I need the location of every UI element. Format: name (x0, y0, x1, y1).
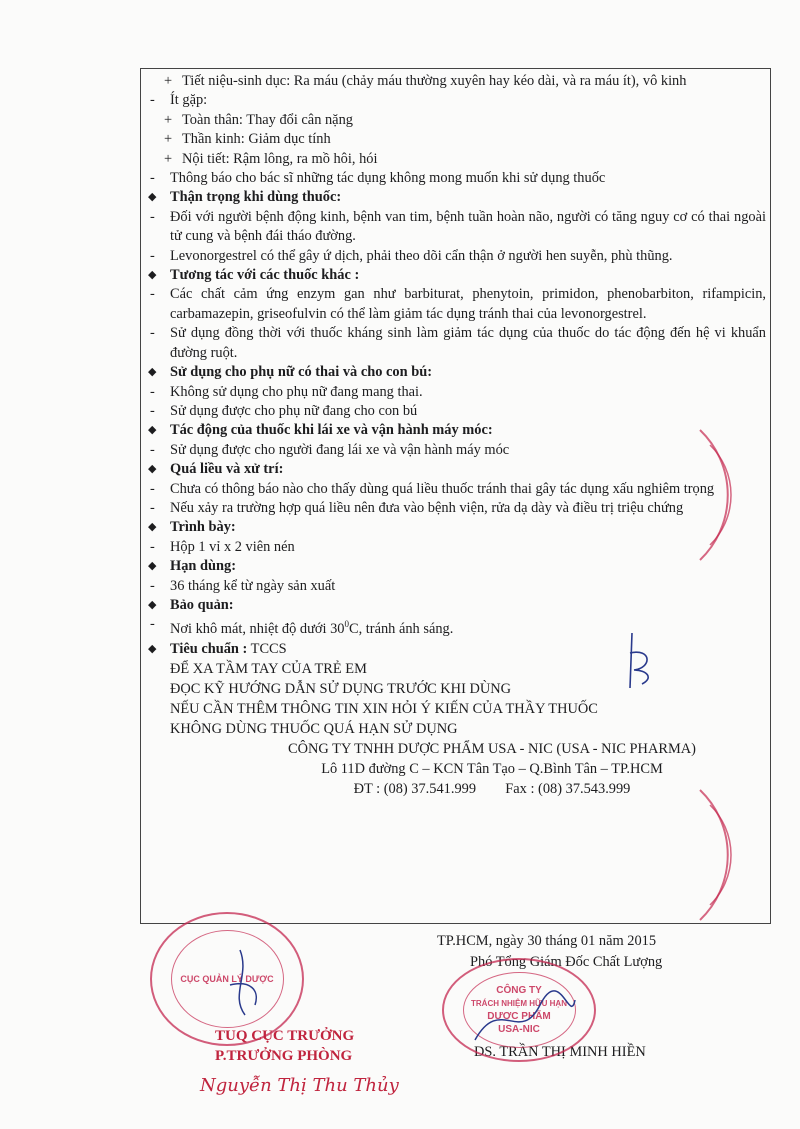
left-signature-mark (210, 945, 280, 1025)
stamp-line: USA-NIC (498, 1024, 540, 1035)
text-line: - Không sử dụng cho phụ nữ đang mang thai. (148, 383, 766, 402)
standard-line: ◆ Tiêu chuẩn : TCCS (148, 640, 766, 659)
text-line: - Thông báo cho bác sĩ những tác dụng không mong muốn khi sử dụng thuốc (148, 169, 766, 188)
section-heading: ◆ Bảo quản: (148, 596, 766, 615)
section-heading: ◆ Quá liều và xử trí: (148, 460, 766, 479)
text-line: - Hộp 1 vỉ x 2 viên nén (148, 538, 766, 557)
company-phone: ĐT : (08) 37.541.999 (353, 780, 477, 797)
text-line: - 36 tháng kể từ ngày sản xuất (148, 577, 766, 596)
text-line: - Các chất cảm ứng enzym gan như barbiturat, phenytoin, primidon, phenobarbiton, rifampicin, carbamazepin, griseofulvin có thể làm giảm tác dụng tránh thai của levonorgestrel. (148, 285, 766, 324)
stamp-line: TRÁCH NHIỆM HỮU HẠN (471, 999, 567, 1008)
notice-2: NẾU CẦN THÊM THÔNG TIN XIN HỎI Ý KIẾN CỦA THẦY THUỐC (170, 700, 598, 717)
document-body (148, 72, 766, 799)
company-contact (148, 779, 766, 799)
text-line: - Levonorgestrel có thể gây ứ dịch, phải theo dõi cẩn thận ở người hen suyễn, phù thũng. (148, 247, 766, 266)
notice-0: ĐỂ XA TẦM TAY CỦA TRẺ EM (170, 660, 367, 677)
stamp-line: DƯỢC PHẨM (487, 1011, 551, 1022)
section-heading: ◆ Tương tác với các thuốc khác : (148, 266, 766, 285)
text-line: + Nội tiết: Rậm lông, ra mồ hôi, hói (148, 150, 766, 169)
footer-position: Phó Tổng Giám Đốc Chất Lượng (470, 954, 663, 970)
partial-stamp-right (690, 425, 750, 565)
stamp-line: CÔNG TY (496, 985, 542, 996)
notice-3: KHÔNG DÙNG THUỐC QUÁ HẠN SỬ DỤNG (170, 720, 458, 737)
storage-line: - Nơi khô mát, nhiệt độ dưới $30^0C$, tránh ánh sáng. (148, 615, 766, 639)
section-heading: ◆ Thận trọng khi dùng thuốc: (148, 188, 766, 207)
notice-1: ĐỌC KỸ HƯỚNG DẪN SỬ DỤNG TRƯỚC KHI DÙNG (170, 680, 512, 697)
company-name: CÔNG TY TNHH DƯỢC PHẨM USA - NIC (USA - NIC PHARMA) (288, 740, 696, 757)
text-lines (148, 72, 766, 615)
section-heading: ◆ Trình bày: (148, 518, 766, 537)
left-title-1: TUQ CỤC TRƯỞNG (215, 1028, 355, 1044)
footer-date: TP.HCM, ngày 30 tháng 01 năm 2015 (437, 933, 657, 949)
stamp-line: CỤC QUẢN LÝ DƯỢC (180, 973, 274, 984)
company-address: Lô 11D đường C – KCN Tân Tạo – Q.Bình Tân – TP.HCM (321, 760, 663, 777)
text-line: - Sử dụng được cho người đang lái xe và vận hành máy móc (148, 441, 766, 460)
section-heading: ◆ Sử dụng cho phụ nữ có thai và cho con bú: (148, 363, 766, 382)
text-line: + Toàn thân: Thay đổi cân nặng (148, 111, 766, 130)
text-line: - Nếu xảy ra trường hợp quá liều nên đưa vào bệnh viện, rửa dạ dày và điều trị triệu chứng (148, 499, 766, 518)
signature-mark (470, 985, 580, 1055)
section-heading: ◆ Hạn dùng: (148, 557, 766, 576)
initials-mark (612, 628, 662, 693)
partial-stamp-right-2 (690, 785, 750, 925)
text-line: - Sử dụng được cho phụ nữ đang cho con bú (148, 402, 766, 421)
section-heading: ◆ Tác động của thuốc khi lái xe và vận hành máy móc: (148, 421, 766, 440)
left-signature: Nguyễn Thị Thu Thủy (200, 1075, 399, 1096)
left-title-2: P.TRƯỞNG PHÒNG (215, 1048, 353, 1064)
text-line: - Đối với người bệnh động kinh, bệnh van tim, bệnh tuần hoàn não, người có tăng nguy cơ có thai ngoài tử cung và bệnh đái tháo đường. (148, 208, 766, 247)
text-line: + Thần kinh: Giảm dục tính (148, 130, 766, 149)
company-fax: Fax : (08) 37.543.999 (505, 780, 631, 797)
text-line: - Chưa có thông báo nào cho thấy dùng quá liều thuốc tránh thai gây tác dụng xấu nghiêm trọng (148, 480, 766, 499)
text-line: - Sử dụng đồng thời với thuốc kháng sinh làm giảm tác dụng của thuốc do tác động đến hệ vi khuẩn đường ruột. (148, 324, 766, 363)
text-line: - Ít gặp: (148, 91, 766, 110)
footer-signer: DS. TRẦN THỊ MINH HIỀN (474, 1044, 646, 1060)
text-line: + Tiết niệu-sinh dục: Ra máu (chảy máu thường xuyên hay kéo dài, và ra máu ít), vô kinh (148, 72, 766, 91)
